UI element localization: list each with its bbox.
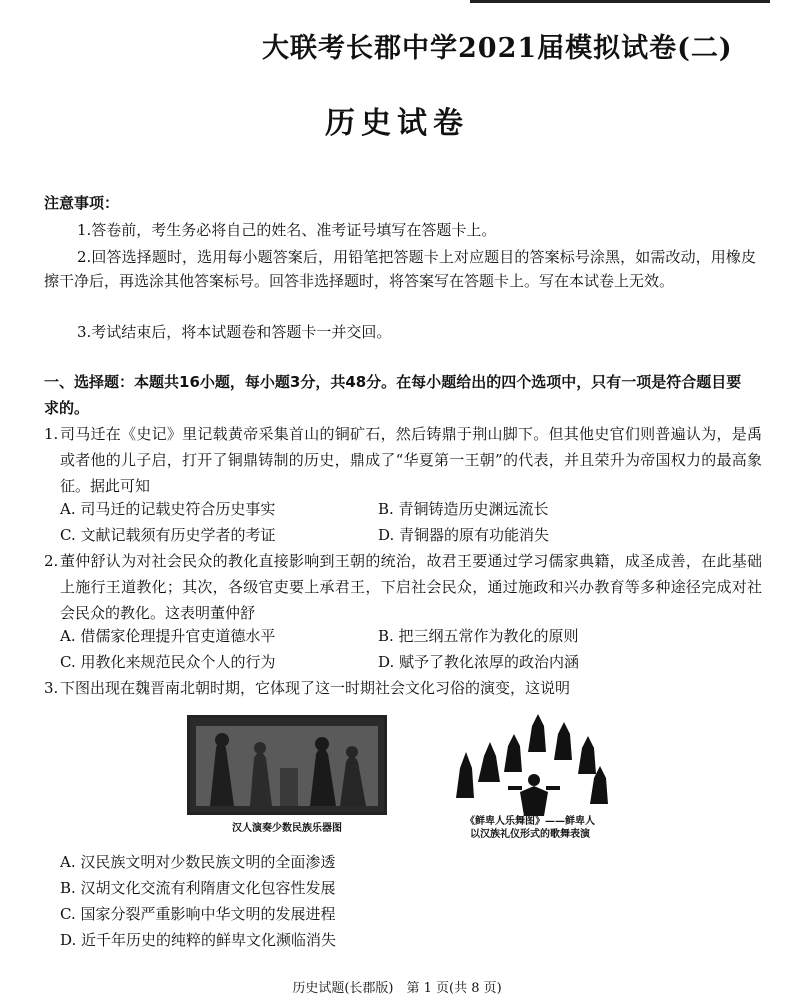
xianbei-dance-image [450, 712, 610, 818]
page-footer: 历史试题(长郡版) 第 1 页(共 8 页) [292, 981, 502, 996]
notice-item-2: 2.回答选择题时，选用每小题答案后，用铅笔把答题卡上对应题目的答案标号涂黑，如需改动，用橡皮擦干净后，再选涂其他答案标号。回答非选择题时，将答案写在答题卡上。写在本试卷上无效。 [44, 248, 756, 290]
q2-option-b: B. 把三纲五常作为教化的原则 [378, 627, 579, 645]
xianbei-dancers-illustration [450, 712, 610, 818]
question-number: 1. [44, 425, 59, 443]
q1-option-b: B. 青铜铸造历史渊远流长 [378, 500, 549, 518]
right-figure-caption-line2: 以汉族礼仪形式的歌舞表演 [470, 829, 590, 840]
q3-option-c: C. 国家分裂严重影响中华文明的发展进程 [60, 905, 336, 923]
q1-option-d: D. 青铜器的原有功能消失 [378, 526, 550, 544]
left-figure-caption: 汉人演奏少数民族乐器图 [232, 823, 342, 834]
han-musicians-image [187, 715, 387, 815]
q1-option-a: A. 司马迁的记载史符合历史事实 [60, 500, 276, 518]
top-edge-line [470, 0, 770, 3]
han-musicians-illustration [190, 718, 384, 812]
q3-option-d: D. 近千年历史的纯粹的鲜卑文化濒临消失 [60, 931, 337, 949]
right-figure-caption-line1: 《鲜卑人乐舞图》——鲜卑人 [465, 816, 595, 827]
question-number: 3. [44, 679, 59, 697]
question-stem: 董仲舒认为对社会民众的教化直接影响到王朝的统治，故君王要通过学习儒家典籍，成圣成善，在此基础上施行王道教化；其次，各级官吏要上承君王，下启社会民众，通过施政和兴办教育等多种途径完成对社会民众的教化。这表明董仲舒 [60, 552, 762, 622]
section-one-heading: 一、选择题：本题共16小题，每小题3分，共48分。在每小题给出的四个选项中，只有一项是符合题目要求的。 [44, 373, 742, 417]
q2-option-d: D. 赋予了教化浓厚的政治内涵 [378, 653, 580, 671]
q1-option-c: C. 文献记载须有历史学者的考证 [60, 526, 276, 544]
q2-option-a: A. 借儒家伦理提升官吏道德水平 [60, 627, 276, 645]
question-number: 2. [44, 552, 59, 570]
subject-title: 历史试卷 [325, 106, 469, 141]
question-3 [44, 675, 762, 701]
exam-series-title: 大联考长郡中学2021届模拟试卷(二) [262, 33, 733, 64]
q2-option-c: C. 用教化来规范民众个人的行为 [60, 653, 276, 671]
notice-heading: 注意事项： [44, 194, 120, 212]
question-stem: 下图出现在魏晋南北朝时期，它体现了这一时期社会文化习俗的演变，这说明 [60, 679, 571, 697]
question-2 [44, 548, 762, 626]
q3-option-a: A. 汉民族文明对少数民族文明的全面渗透 [60, 853, 336, 871]
notice-item-1: 1.答卷前，考生务必将自己的姓名、准考证号填写在答题卡上。 [77, 221, 497, 239]
question-1 [44, 421, 762, 499]
question-stem: 司马迁在《史记》里记载黄帝采集首山的铜矿石，然后铸鼎于荆山脚下。但其他史官们则普遍认为，是禹或者他的儿子启，打开了铜鼎铸制的历史，鼎成了“华夏第一王朝”的代表，并且荣升为帝国权力的最高象征。据此可知 [60, 425, 762, 495]
q3-option-b: B. 汉胡文化交流有利隋唐文化包容性发展 [60, 879, 336, 897]
notice-item-3: 3.考试结束后，将本试题卷和答题卡一并交回。 [77, 323, 392, 341]
